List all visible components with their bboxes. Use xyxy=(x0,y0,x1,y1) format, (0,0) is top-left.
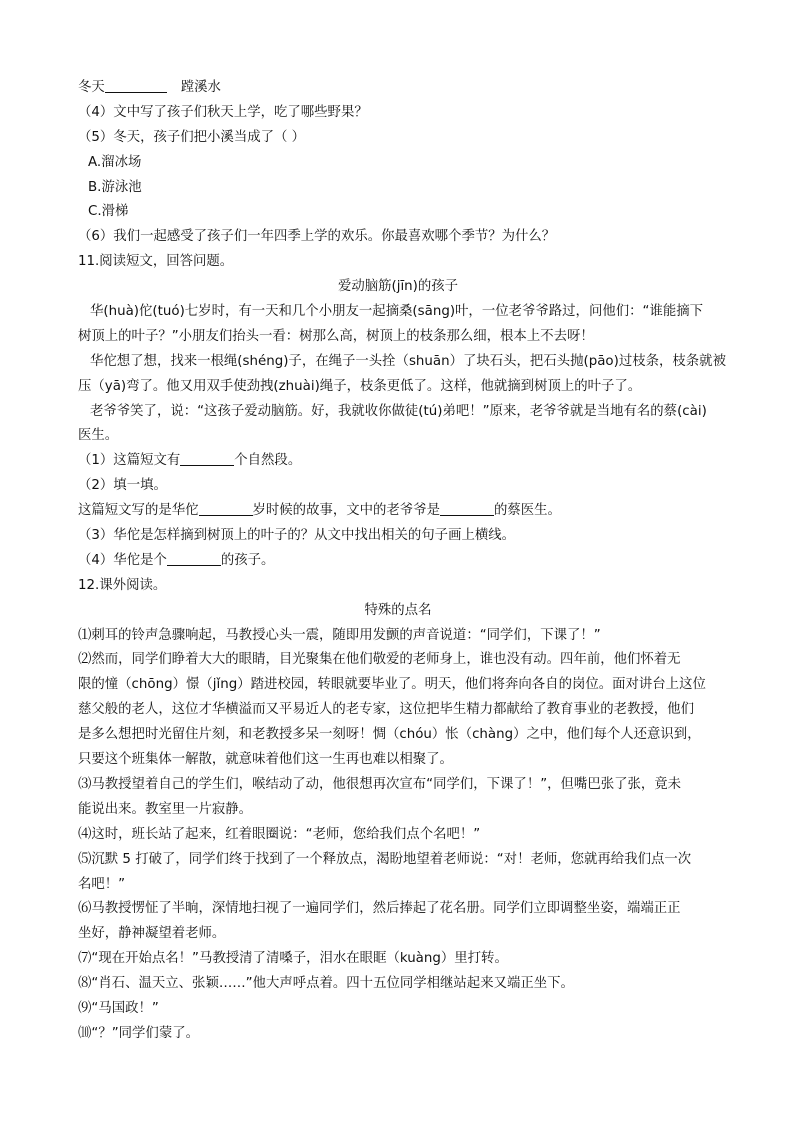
passage-2-line: 能说出来。教室里一片寂静。 xyxy=(78,801,253,817)
passage-2-line: ⑴刺耳的铃声急骤响起，马教授心头一震，随即用发颤的声音说道：“同学们，下课了！” xyxy=(78,627,601,643)
answer-blank[interactable] xyxy=(199,501,253,516)
passage-2-line: ⑸沉默 5 打破了，同学们终于找到了一个释放点，渴盼地望着老师说：“对！老师，您就再给我们点一次 xyxy=(78,851,692,867)
passage-2-line: ⑵然而，同学们睁着大大的眼睛，目光聚集在他们敬爱的老师身上，谁也没有动。四年前，他们怀着无 xyxy=(78,652,681,668)
passage-2-line: ⑷这时，班长站了起来，红着眼圈说：“老师，您给我们点个名吧！” xyxy=(78,826,481,842)
passage-2-line: 慈父般的老人，这位才华横溢而又平易近人的老专家，这位把毕生精力都献给了教育事业的老教授，他们 xyxy=(78,702,694,718)
passage-1-line: 压（yā)弯了。他又用双手使劲拽(zhuài)绳子，枝条更低了。这样，他就摘到树顶上的叶子了。 xyxy=(78,378,642,394)
passage-2-line: ⑽“？”同学们蒙了。 xyxy=(78,1025,199,1041)
passage-2-line: ⑺“现在开始点名！”马教授清了清嗓子，泪水在眼眶（kuàng）里打转。 xyxy=(78,951,508,967)
question-6: （6）我们一起感受了孩子们一年四季上学的欢乐。你最喜欢哪个季节？为什么？ xyxy=(78,229,556,245)
option-a[interactable]: A.溜冰场 xyxy=(88,154,142,170)
passage-2-line: 坐好，静神凝望着老师。 xyxy=(78,926,226,942)
option-b[interactable]: B.游泳池 xyxy=(88,179,142,195)
fill-row-winter: 冬天 蹚溪水 xyxy=(78,80,221,95)
section-11-heading: 11.阅读短文，回答问题。 xyxy=(78,254,234,270)
answer-blank[interactable] xyxy=(440,501,494,516)
passage-2-line: ⑹马教授愣怔了半晌，深情地扫视了一遍同学们，然后捧起了花名册。同学们立即调整坐姿，端端正正 xyxy=(78,901,681,917)
passage-1-line: 医生。 xyxy=(78,428,119,444)
passage-1-line: 老爷爷笑了，说：“这孩子爱动脑筋。好，我就收你做徒(tú)弟吧！”原来，老爷爷就是当地有名的蔡(cài) xyxy=(90,403,707,419)
passage-2-line: 名吧！” xyxy=(78,876,126,892)
question-11-2-fill: 这篇短文写的是华佗 岁时候的故事，文中的老爷爷是 的蔡医生。 xyxy=(78,503,561,519)
answer-blank[interactable] xyxy=(167,551,221,566)
answer-blank[interactable] xyxy=(105,78,167,93)
question-11-4: （4）华佗是个 的孩子。 xyxy=(78,552,275,568)
option-c[interactable]: C.滑梯 xyxy=(88,204,129,220)
worksheet-content xyxy=(78,76,726,1047)
question-11-1: （1）这篇短文有 个自然段。 xyxy=(78,453,302,469)
question-4: （4）文中写了孩子们秋天上学，吃了哪些野果？ xyxy=(78,104,368,120)
question-11-3: （3）华佗是怎样摘到树顶上的叶子的？从文中找出相关的句子画上横线。 xyxy=(78,528,516,544)
passage-2-line: ⑶马教授望着自己的学生们，喉结动了动，他很想再次宣布“同学们，下课了！”，但嘴巴张了张，竟未 xyxy=(78,776,682,792)
passage-2-line: 是多么想把时光留住片刻，和老教授多呆一刻呀！惆（chóu）怅（chàng）之中，他们每个人还意识到， xyxy=(78,727,701,743)
passage-title-2: 特殊的点名 xyxy=(364,602,432,618)
question-11-2: （2）填一填。 xyxy=(78,478,167,494)
passage-1-line: 华(huà)佗(tuó)七岁时，有一天和几个小朋友一起摘桑(sāng)叶，一位老爷爷路过，问他们：“谁能摘下 xyxy=(90,304,704,320)
passage-2-line: 限的憧（chōng）憬（jǐng）踏进校园，转眼就要毕业了。明天，他们将奔向各自的岗位。面对讲台上这位 xyxy=(78,677,706,693)
passage-2-line: ⑼“马国政！” xyxy=(78,1000,159,1016)
answer-blank[interactable] xyxy=(180,451,234,466)
passage-2-line: ⑻“肖石、温天立、张颖……”他大声呼点着。四十五位同学相继站起来又端正坐下。 xyxy=(78,976,574,992)
passage-title-1: 爱动脑筋(jīn)的孩子 xyxy=(337,279,459,295)
passage-1-line: 华佗想了想，找来一根绳(shéng)子，在绳子一头拴（shuān）了块石头，把石头抛(pāo)过枝条，枝条就被 xyxy=(90,353,726,369)
passage-2-line: 只要这个班集体一解散，就意味着他们这一生再也难以相聚了。 xyxy=(78,752,453,768)
question-5: （5）冬天，孩子们把小溪当成了（ ） xyxy=(78,129,306,145)
passage-1-line: 树顶上的叶子？”小朋友们抬头一看：树那么高，树顶上的枝条那么细，根本上不去呀！ xyxy=(78,328,594,344)
section-12-heading: 12.课外阅读。 xyxy=(78,577,167,593)
